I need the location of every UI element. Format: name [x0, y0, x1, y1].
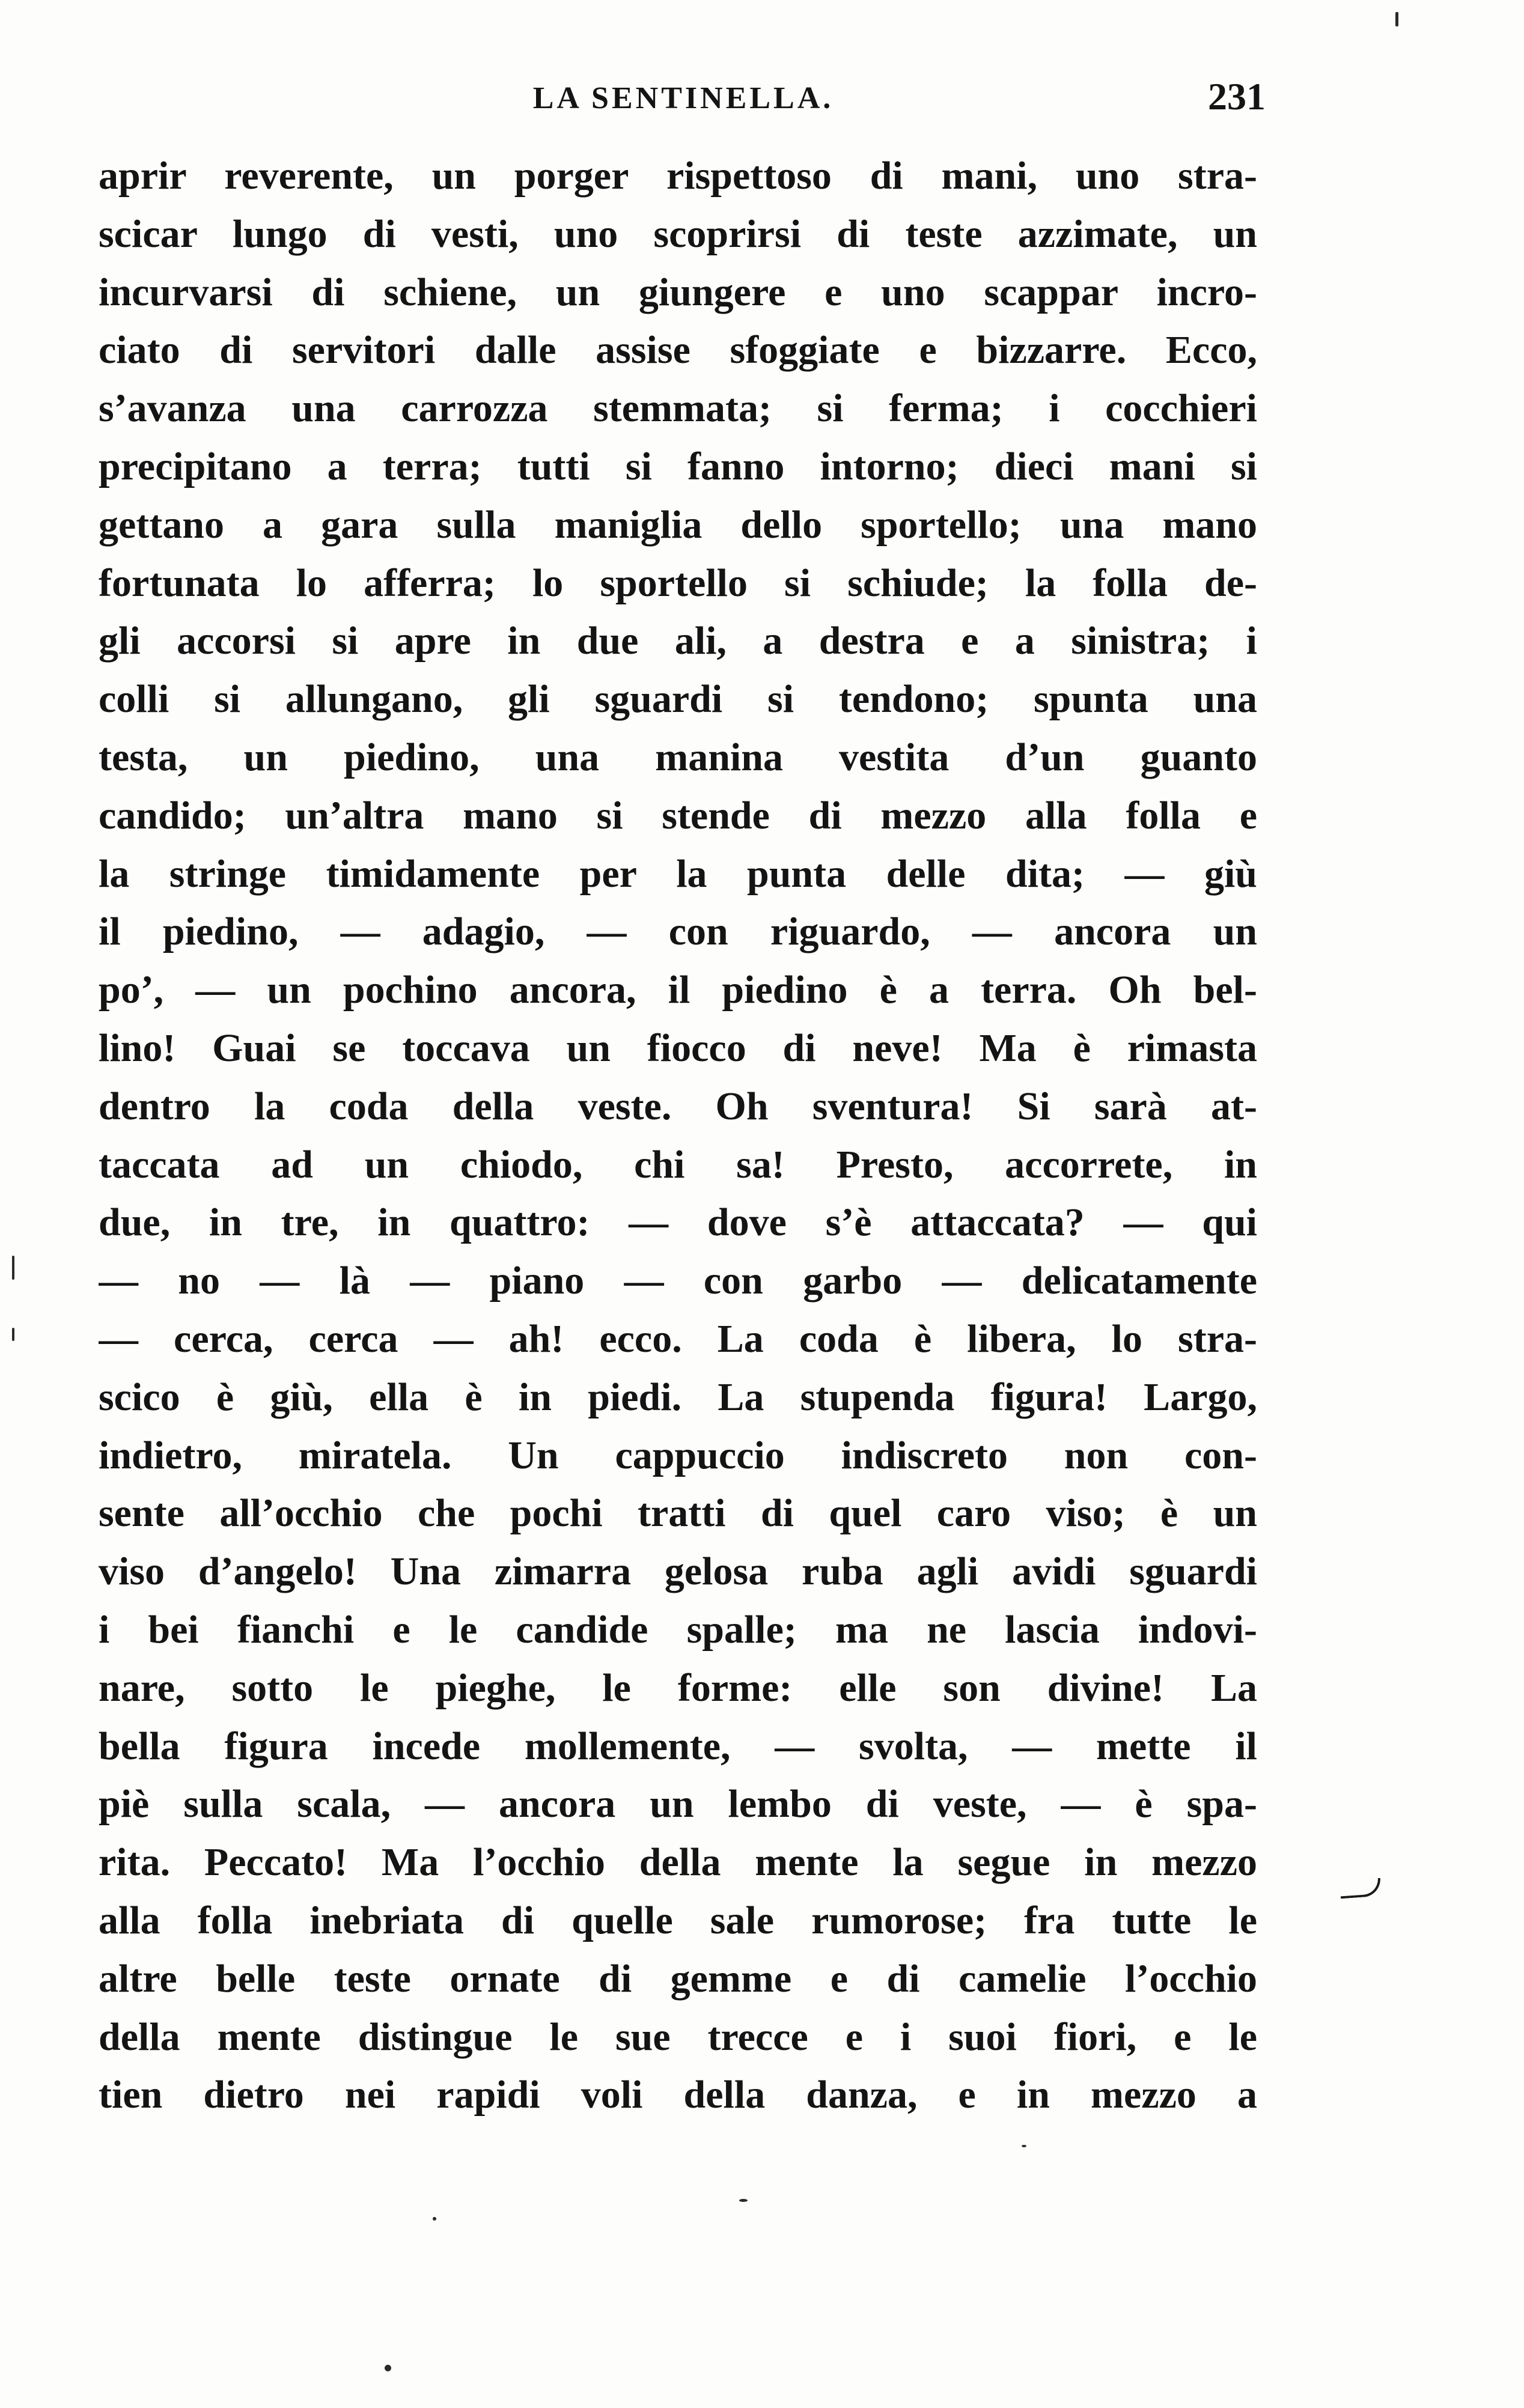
text-line: colli si allungano, gli sguardi si tendono; spunta una	[99, 677, 1257, 722]
text-line: sente all’occhio che pochi tratti di quel caro viso; è un	[99, 1491, 1257, 1536]
text-line: due, in tre, in quattro: — dove s’è attaccata? — qui	[99, 1200, 1257, 1245]
text-line: — cerca, cerca — ah! ecco. La coda è libera, lo stra-	[99, 1316, 1257, 1361]
text-line: la stringe timidamente per la punta delle dita; — giù	[99, 851, 1257, 896]
page-number: 231	[1208, 75, 1266, 118]
text-line: i bei fianchi e le candide spalle; ma ne lascia indovi-	[99, 1607, 1257, 1652]
text-line: della mente distingue le sue trecce e i suoi fiori, e le	[99, 2014, 1257, 2059]
text-line: incurvarsi di schiene, un giungere e uno scappar incro-	[99, 270, 1257, 314]
ink-speck	[1395, 12, 1398, 26]
text-line: ciato di servitori dalle assise sfoggiate e bizzarre. Ecco,	[99, 328, 1257, 372]
text-line: candido; un’altra mano si stende di mezzo alla folla e	[99, 793, 1257, 838]
text-line: alla folla inebriata di quelle sale rumorose; fra tutte le	[99, 1898, 1257, 1942]
text-line: fortunata lo afferra; lo sportello si schiude; la folla de-	[99, 561, 1257, 605]
ink-speck	[739, 2199, 748, 2202]
text-line: gli accorsi si apre in due ali, a destra e a sinistra; i	[99, 619, 1257, 663]
text-line: po’, — un pochino ancora, il piedino è a terra. Oh bel-	[99, 968, 1257, 1012]
text-line: viso d’angelo! Una zimarra gelosa ruba agli avidi sguardi	[99, 1549, 1257, 1594]
text-line: indietro, miratela. Un cappuccio indiscreto non con-	[99, 1433, 1257, 1477]
text-line: precipitano a terra; tutti si fanno intorno; dieci mani si	[99, 444, 1257, 488]
ink-speck	[12, 1328, 14, 1341]
text-line: testa, un piedino, una manina vestita d’un guanto	[99, 735, 1257, 779]
ink-speck	[1022, 2145, 1026, 2147]
text-line: rita. Peccato! Ma l’occhio della mente la segue in mezzo	[99, 1840, 1257, 1885]
body-text	[99, 147, 1257, 2124]
text-line: nare, sotto le pieghe, le forme: elle son divine! La	[99, 1665, 1257, 1710]
text-line: altre belle teste ornate di gemme e di camelie l’occhio	[99, 1956, 1257, 2001]
text-line: taccata ad un chiodo, chi sa! Presto, accorrete, in	[99, 1142, 1257, 1187]
text-line: piè sulla scala, — ancora un lembo di veste, — è spa-	[99, 1782, 1257, 1826]
ink-speck	[12, 1256, 14, 1280]
running-head	[101, 74, 1266, 129]
text-line: il piedino, — adagio, — con riguardo, — ancora un	[99, 910, 1257, 954]
text-line: s’avanza una carrozza stemmata; si ferma; i cocchieri	[99, 386, 1257, 431]
text-line: scicar lungo di vesti, uno scoprirsi di teste azzimate, un	[99, 211, 1257, 256]
text-line: tien dietro nei rapidi voli della danza, e in mezzo a	[99, 2073, 1257, 2117]
text-line: scico è giù, ella è in piedi. La stupenda figura! Largo,	[99, 1375, 1257, 1419]
text-line: bella figura incede mollemente, — svolta, — mette il	[99, 1724, 1257, 1768]
text-line: aprir reverente, un porger rispettoso di mani, uno stra-	[99, 154, 1257, 198]
running-title: LA SENTINELLA.	[532, 81, 834, 115]
margin-pencil-mark	[1340, 1878, 1382, 1899]
text-line: — no — là — piano — con garbo — delicatamente	[99, 1259, 1257, 1303]
ink-speck	[433, 2217, 436, 2221]
text-line: lino! Guai se toccava un fiocco di neve! Ma è rimasta	[99, 1026, 1257, 1070]
text-line: dentro la coda della veste. Oh sventura! Si sarà at-	[99, 1084, 1257, 1128]
text-line: gettano a gara sulla maniglia dello sportello; una mano	[99, 502, 1257, 547]
ink-speck	[385, 2365, 391, 2371]
